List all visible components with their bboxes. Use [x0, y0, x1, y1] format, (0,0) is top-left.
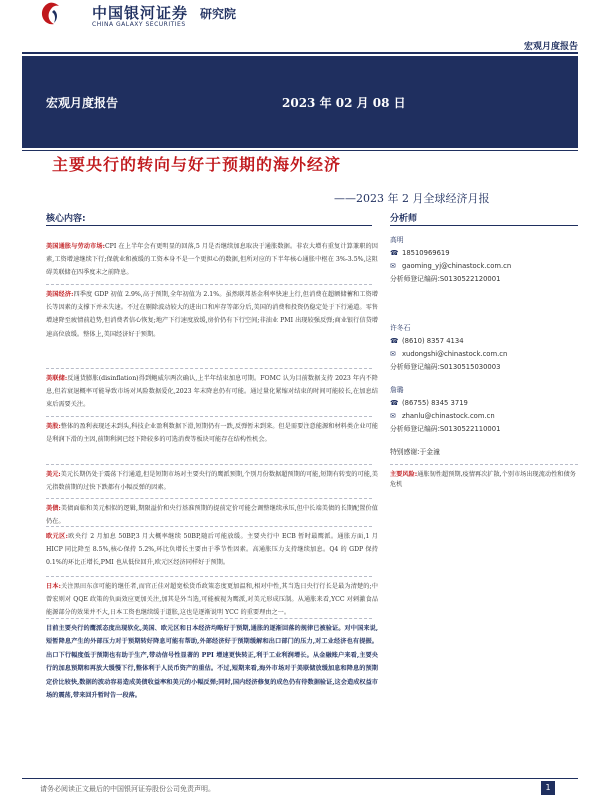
header-rule	[22, 52, 578, 54]
analyst-heading: 分析师	[390, 214, 418, 224]
paragraph-eurozone: 欧元区:欧央行 2 月加息 50BP,3 月大概率继续 50BP,随后可能放缓。主要央行中 ECB 暂时最鹰派。通胀方面,1 月 HICP 同比降至 8.5%,核心保持 5.2%,环比负增长主要由于季节性因素。高通胀压力支持继续加息。Q4 的 GDP 保持 0.1%的环比正增长,PMI 也从低位回升,欧元区经济同样好于预期。	[46, 533, 378, 567]
analyst-email[interactable]: xudongshi@chinastock.com.cn	[402, 350, 508, 358]
paragraph-divider	[46, 526, 372, 527]
paragraph-divider	[46, 368, 372, 369]
analyst-cert: 分析师登记编码:S0130515030003	[390, 363, 501, 371]
footer-rule	[22, 778, 578, 779]
analyst-card	[390, 234, 578, 286]
analyst-rule	[390, 225, 578, 226]
galaxy-logo-icon	[38, 2, 60, 26]
analyst-name: 高明	[390, 236, 404, 244]
email-icon: ✉	[390, 412, 396, 420]
analyst-email[interactable]: gaoming_yj@chinastock.com.cn	[402, 262, 512, 270]
disclaimer-text: 请务必阅读正文最后的中国银河证券股份公司免责声明。	[40, 785, 215, 793]
analyst-phone: (8610) 8357 4134	[402, 337, 464, 345]
analyst-name: 詹璐	[390, 386, 404, 394]
analyst-phone: (86755) 8345 3719	[402, 399, 468, 407]
risk-note: 主要风险:通胀韧性超预期,疫情再次扩散,个别市场出现流动性和债务危机	[390, 471, 576, 488]
paragraph-divider	[46, 416, 372, 417]
report-date: 2023 年 02 月 08 日	[282, 96, 406, 110]
paragraph-us-stocks: 美股:整体的盈利表现还未到头,科技企业盈利数据下滑,短期仍有一跌,反弹暂未到来。但是需要注意能源和材料类企业可能是利润下滑的主因,前期利润已经下降较多的可选消费等板块可能存在结构性机会。	[46, 423, 378, 444]
paragraph-us-economy: 美国经济:四季度 GDP 初值 2.9%,高于预期,全年初值为 2.1%。虽然联邦基金利率快速上行,但消费在超额储蓄和工资增长等因素的支撑下并未失速。不过在剔除波动较大的进出口和库存等部分后,美国的消费和投资仍稳定处于下行通道。零售增速降至疲情前趋势,但消费者信心恢复;地产下行速度放缓,房价仍有下行空间;非油业 PMI 出现较强反弹;商业银行信贷增速高位放缓。整体上,美国经济好于预期。	[46, 291, 378, 338]
analyst-phone: 18510969619	[402, 249, 450, 257]
banner-report-type: 宏观月度报告	[46, 96, 119, 110]
page-number: 1	[541, 781, 555, 795]
email-icon: ✉	[390, 350, 396, 358]
core-content-heading: 核心内容:	[46, 214, 86, 224]
phone-icon: ☎	[390, 337, 399, 345]
paragraph-usd: 美元:美元长期仍处于震荡下行通道,但是短期市场对主要央行的鹰派预期,个别月份数据超预期的可能,短期有转变的可能,美元指数前期的过快下跌都有小幅反弹的因素。	[46, 471, 378, 492]
report-subtitle: ——2023 年 2 月全球经济月报	[334, 192, 490, 205]
email-icon: ✉	[390, 262, 396, 270]
summary-paragraph: 目前主要央行的鹰派态度出现软化,美国、欧元区和日本经济均略好于预期,通胀的逐渐回落的规律已被验证。对中国来说,短暂降息产生的外部压力对于预期转好降息可能有帮助,外部经济好于预期缓解和出口部门的压力,对工业经济也有提振。出口下行幅度低于预期也有助于生产,带动信号性显著的 PPI 增速更快转正,利于工业利润增长。从金融账户来看,主要央行的加息预期和再放大缓慢下行,整体利于人民币资产的重估。不过,短期来看,海外市场对于美联储放缓加息和降息的预期定价比较快,数据的波动容易造成美债收益率和美元的小幅反弹;同时,国内经济修复的成色仍有待数据验证,这会造成权益市场的震荡,带来回升暂时告一段落。	[46, 625, 378, 700]
analyst-card	[390, 322, 578, 374]
paragraph-divider	[46, 284, 372, 285]
analyst-email[interactable]: zhanlu@chinastock.com.cn	[402, 412, 495, 420]
paragraph-us-bonds: 美债:美债面临和美元相似的逻辑,期限溢价和央行基准预期的提前定价可能会调整继续承压,但中长端美债的长期配置价值仍在。	[46, 505, 378, 526]
phone-icon: ☎	[390, 399, 399, 407]
core-content-rule	[46, 225, 372, 226]
paragraph-divider	[46, 498, 372, 499]
paragraph-divider	[46, 464, 372, 465]
report-title: 主要央行的转向与好于预期的海外经济	[52, 155, 342, 174]
paragraph-divider	[46, 618, 372, 619]
analyst-card	[390, 384, 578, 436]
brand-name-english: CHINA GALAXY SECURITIES	[92, 21, 186, 28]
paragraph-divider	[46, 576, 372, 577]
report-type-label: 宏观月度报告	[523, 42, 578, 52]
special-thanks: 特别感谢:于金潼	[390, 448, 440, 456]
analyst-cert: 分析师登记编码:S0130522120001	[390, 275, 501, 283]
analyst-cert: 分析师登记编码:S0130522110001	[390, 425, 501, 433]
paragraph-fed: 美联储:反通货膨胀(disinflation)得到鲍威尔两次确认,上半年结束加息可期。FOMC 认为目前数据支持 2023 年内不降息,但若衰退概率可能导致市场对风险数据爱化,2023 年末降息仍有可能。通过量化紧缩对结束的时间可能较长,在加息结束后需要关注。	[46, 375, 378, 409]
paragraph-us-inflation: 美国通胀与劳动市场:CPI 在上半年会有更明显的回落,5 月是否继续加息取决于通胀数据。非农大增有重复计算兼职的因素,工资增速继续下行;保就业和被缓的工资本身不是一个更担心的数据,但所对应的下半年核心通胀中枢在 3%-3.5%,这阻碍美联储在四季度末之前降息。	[46, 243, 378, 277]
phone-icon: ☎	[390, 249, 399, 257]
institute-label: 研究院	[200, 7, 237, 21]
analyst-name: 许冬石	[390, 324, 411, 332]
thanks-divider	[390, 464, 578, 465]
banner-rule	[22, 150, 578, 151]
paragraph-japan: 日本:关注黑田东彦可能的继任者,而官正佳对超宽松货币政策态度更加温和,相对中性,其当选日央行行长是最为清楚的;中曾宏则对 QQE 政策的负面效应更加关注,加其是外当选,可能被视为鹰派,对美元形成压制。从通胀来看,YCC 对刺激食品能源部分的效果并不大,日本工资也继续缓于道胀,这也是逐渐说明 YCC 的重要理由之一。	[46, 583, 378, 617]
brand-name: 中国银河证券	[92, 4, 189, 22]
